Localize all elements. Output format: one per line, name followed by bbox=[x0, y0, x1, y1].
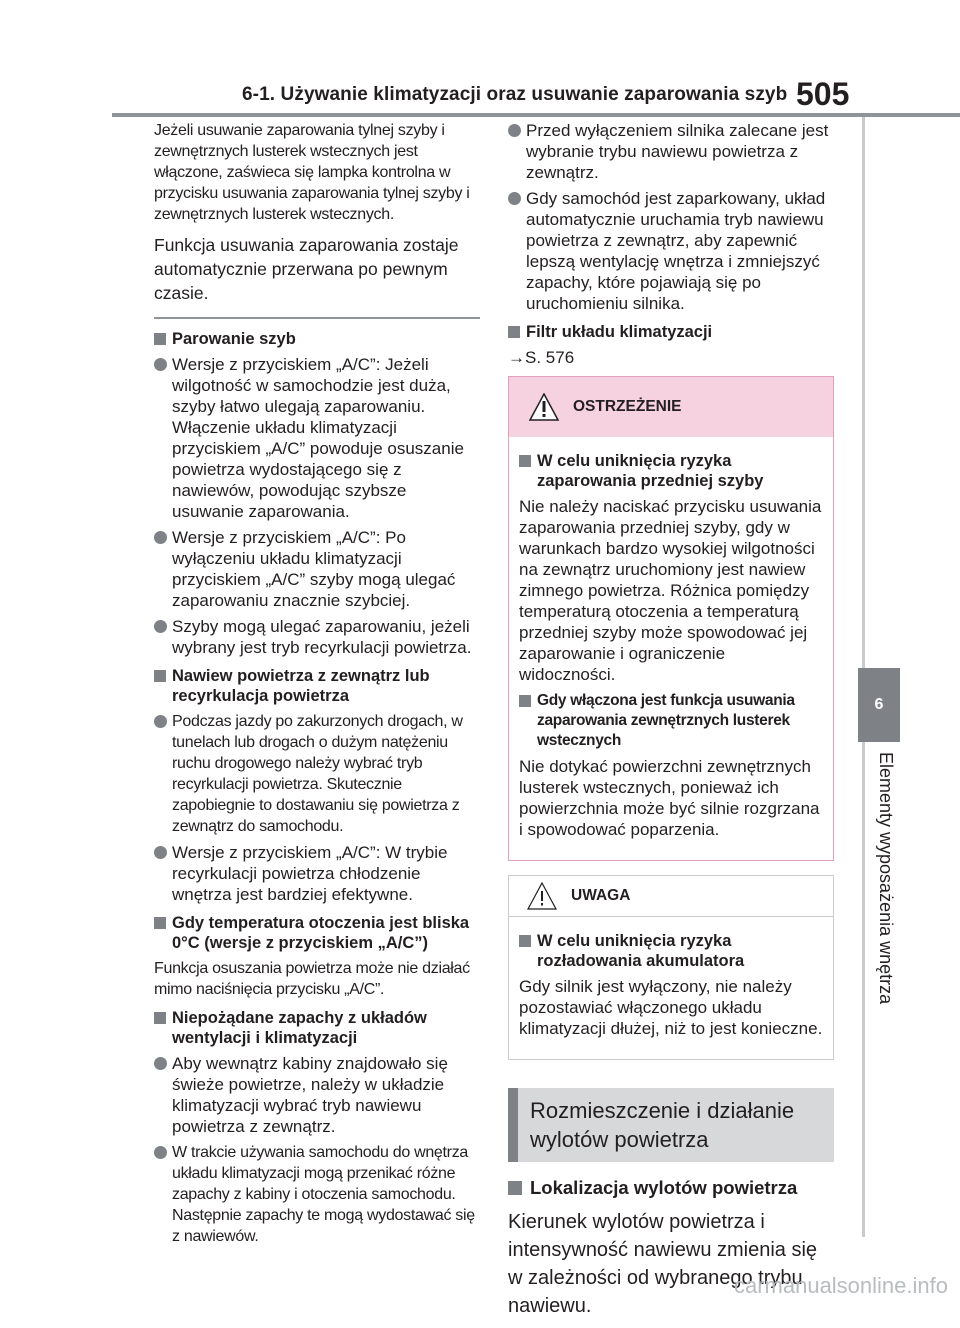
circle-bullet-icon bbox=[154, 1146, 167, 1159]
list-item: Szyby mogą ulegać zaparowaniu, jeżeli wybrany jest tryb recyrkulacji powietrza. bbox=[154, 616, 480, 658]
notice-paragraph-battery: Gdy silnik jest wyłączony, nie należy pozostawiać włączonego układu klimatyzacji dłużej, niż to jest konieczne. bbox=[519, 977, 823, 1038]
list-item: Aby wewnątrz kabiny znajdowało się świeże powietrze, należy w układzie klimatyzacji wybrać tryb nawiewu powietrza z zewnątrz. bbox=[154, 1053, 480, 1137]
list-item: Przed wyłączeniem silnika zalecane jest wybranie trybu nawiewu powietrza z zewnątrz. bbox=[508, 120, 834, 183]
auto-off-paragraph: Funkcja usuwania zaparowania zostaje automatycznie przerwana po pewnym czasie. bbox=[154, 235, 459, 303]
header-rule bbox=[112, 113, 960, 117]
circle-bullet-icon bbox=[154, 846, 167, 859]
page-reference-link[interactable]: →S. 576 bbox=[508, 348, 575, 367]
section-divider bbox=[154, 317, 480, 319]
circle-bullet-icon bbox=[154, 358, 167, 371]
notice-heading-battery: W celu uniknięcia ryzyka rozładowania akumulatora bbox=[519, 931, 823, 971]
notice-box bbox=[508, 875, 834, 1060]
circle-bullet-icon bbox=[508, 192, 521, 205]
list-item: W trakcie używania samochodu do wnętrza układu klimatyzacji mogą przenikać różne zapachy z kabiny i otoczenia samochodu. Następnie zapachy te mogą wydostawać się z nawiewów. bbox=[154, 1142, 480, 1247]
warning-heading-fog: W celu uniknięcia ryzyka zaparowania przedniej szyby bbox=[519, 451, 823, 491]
watermark: carmanualsonline.info bbox=[733, 1273, 948, 1298]
square-bullet-icon bbox=[154, 333, 166, 345]
list-item: Wersje z przyciskiem „A/C”: Po wyłączeniu układu klimatyzacji przyciskiem „A/C” szyby mogą ulegać zaparowaniu znacznie szybciej. bbox=[154, 527, 480, 611]
square-bullet-icon bbox=[519, 695, 531, 707]
notice-header bbox=[509, 876, 833, 917]
left-column bbox=[154, 120, 480, 1252]
chapter-label: Elementy wyposażenia wnętrza bbox=[876, 752, 896, 1005]
square-bullet-icon bbox=[508, 326, 520, 338]
warning-paragraph-mirrors: Nie dotykać powierzchni zewnętrznych lusterek wstecznych, ponieważ ich powierzchnia może być silnie rozgrzana i spowodować poparzenia. bbox=[519, 757, 820, 839]
heading-fogging: Parowanie szyb bbox=[154, 329, 480, 349]
circle-bullet-icon bbox=[154, 531, 167, 544]
warning-triangle-icon bbox=[529, 393, 559, 421]
page-number: 505 bbox=[796, 76, 850, 112]
low-temp-paragraph: Funkcja osuszania powietrza może nie działać mimo naciśnięcia przycisku „A/C”. bbox=[154, 960, 470, 998]
intro-paragraph: Jeżeli usuwanie zaparowania tylnej szyby i zewnętrznych lusterek wstecznych jest włączone, zaświeca się lampka kontrolna w przycisku usuwania zaparowania tylnej szyby i zewnętrznych lusterek wstecznych. bbox=[154, 122, 470, 223]
notice-triangle-icon bbox=[527, 882, 557, 910]
heading-odors: Niepożądane zapachy z układów wentylacji i klimatyzacji bbox=[154, 1008, 480, 1048]
heading-low-temperature: Gdy temperatura otoczenia jest bliska 0°C (wersje z przyciskiem „A/C”) bbox=[154, 913, 480, 953]
heading-air-intake: Nawiew powietrza z zewnątrz lub recyrkulacja powietrza bbox=[154, 666, 480, 706]
square-bullet-icon bbox=[508, 1181, 522, 1195]
square-bullet-icon bbox=[154, 917, 166, 929]
circle-bullet-icon bbox=[154, 1057, 167, 1070]
heading-filter: Filtr układu klimatyzacji bbox=[508, 322, 834, 342]
circle-bullet-icon bbox=[154, 620, 167, 633]
square-bullet-icon bbox=[154, 1012, 166, 1024]
square-bullet-icon bbox=[519, 935, 531, 947]
square-bullet-icon bbox=[519, 455, 531, 467]
vent-paragraph: Kierunek wylotów powietrza i intensywność nawiewu zmienia się w zależności od wybranego trybu nawiewu. bbox=[508, 1211, 818, 1317]
warning-header bbox=[509, 377, 833, 437]
right-column bbox=[508, 120, 834, 1328]
heading-vent-location: Lokalizacja wylotów powietrza bbox=[508, 1176, 834, 1200]
circle-bullet-icon bbox=[154, 715, 167, 728]
warning-paragraph-fog: Nie należy naciskać przycisku usuwania zaparowania przedniej szyby, gdy w warunkach bardzo wysokiej wilgotności na zewnątrz uruchomiony jest nawiew zimnego powietrza. Różnica pomiędzy temperaturą otoczenia a temperaturą przedniej szyby może spowodować jej zaparowanie i ograniczenie widoczności. bbox=[519, 497, 822, 684]
warning-box bbox=[508, 376, 834, 861]
square-bullet-icon bbox=[154, 670, 166, 682]
chapter-tab[interactable]: 6 bbox=[858, 668, 900, 742]
running-header-title: 6-1. Używanie klimatyzacji oraz usuwanie zaparowania szyb bbox=[242, 84, 788, 105]
warning-heading-mirrors: Gdy włączona jest funkcja usuwania zaparowania zewnętrznych lusterek wstecznych bbox=[519, 691, 823, 751]
list-item: Wersje z przyciskiem „A/C”: W trybie recyrkulacji powietrza chłodzenie wnętrza jest bardziej efektywne. bbox=[154, 842, 480, 905]
list-item: Wersje z przyciskiem „A/C”: Jeżeli wilgotność w samochodzie jest duża, szyby łatwo ulegają zaparowaniu. Włączenie układu klimatyzacji przyciskiem „A/C” powoduje osuszanie powietrza wydostającego się z nawiewów, powodując szybsze usuwanie zaparowania. bbox=[154, 354, 480, 522]
list-item: Podczas jazdy po zakurzonych drogach, w tunelach lub drogach o dużym natężeniu ruchu drogowego należy wybrać tryb recyrkulacji powietrza. Skutecznie zapobiegnie to dostawaniu się powietrza z zewnątrz do samochodu. bbox=[154, 711, 480, 837]
section-title: Rozmieszczenie i działanie wylotów powietrza bbox=[508, 1088, 834, 1162]
list-item: Gdy samochód jest zaparkowany, układ automatycznie uruchamia tryb nawiewu powietrza z zewnątrz, aby zapewnić lepszą wentylację wnętrza i zmniejszyć zapachy, które pojawiają się po uruchomieniu silnika. bbox=[508, 188, 834, 314]
notice-title: UWAGA bbox=[571, 887, 631, 904]
circle-bullet-icon bbox=[508, 124, 521, 137]
warning-title: OSTRZEŻENIE bbox=[573, 398, 682, 415]
